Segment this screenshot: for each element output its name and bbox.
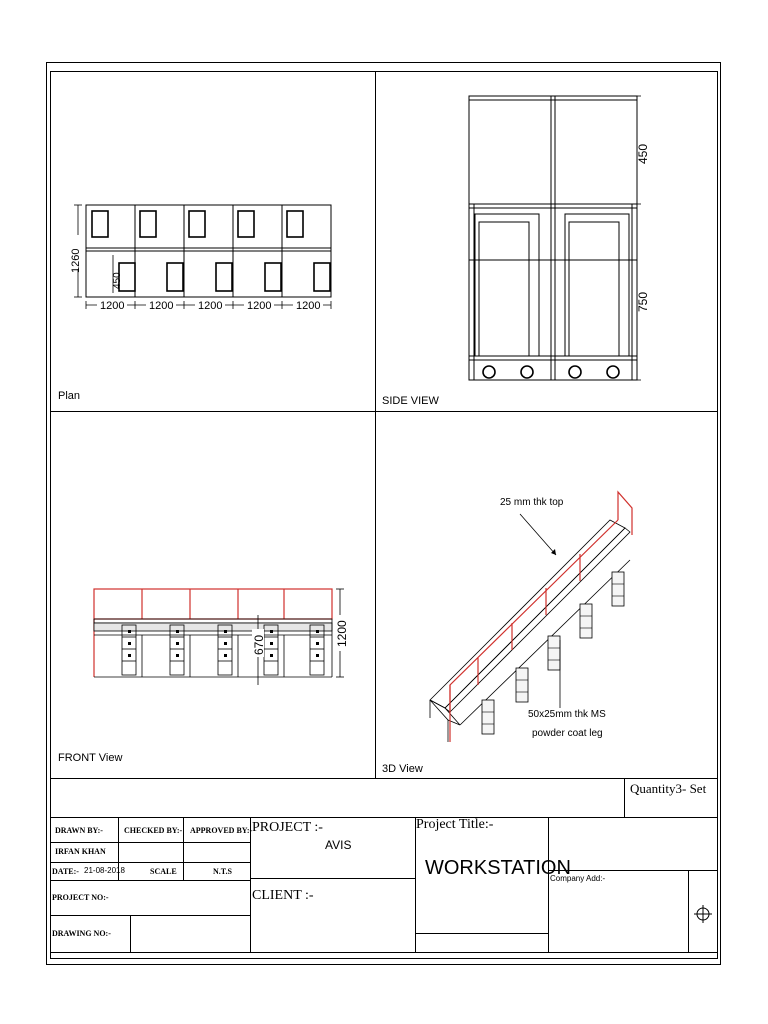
date-value: 21-08-2018 xyxy=(84,866,125,875)
plan-view-label: Plan xyxy=(58,390,81,402)
side-view-drawing xyxy=(455,90,665,390)
plan-dim-height: 1260 xyxy=(70,248,82,273)
checked-by-label: CHECKED BY:- xyxy=(124,826,183,835)
tb-line xyxy=(250,817,251,952)
front-view-drawing xyxy=(90,585,360,690)
client-label: CLIENT :- xyxy=(252,888,314,903)
company-add-label: Company Add:- xyxy=(550,874,606,883)
front-dim-pedestal: 670 xyxy=(252,634,266,655)
iso-note-top: 25 mm thk top xyxy=(500,497,564,508)
front-dim-height: 1200 xyxy=(335,620,349,647)
iso-view-label: 3D View xyxy=(382,763,423,775)
project-title-value: WORKSTATION xyxy=(425,857,571,879)
drawn-by-label: DRAWN BY:- xyxy=(55,826,103,835)
tb-line xyxy=(50,842,250,843)
project-value: AVIS xyxy=(325,838,352,852)
tb-line xyxy=(50,862,250,863)
project-no-label: PROJECT NO:- xyxy=(52,893,109,902)
side-dim-desk: 750 xyxy=(636,291,650,312)
tb-line xyxy=(50,880,250,881)
tb-line xyxy=(548,870,718,871)
iso-note-leg-1: 50x25mm thk MS xyxy=(528,709,606,720)
tb-line xyxy=(548,817,549,952)
tb-line xyxy=(50,915,250,916)
grid-horizontal-divider-2 xyxy=(50,778,718,779)
tb-line xyxy=(250,878,415,879)
plan-dim-width-1: 1200 xyxy=(100,300,125,312)
project-title-label: Project Title:- xyxy=(416,817,494,832)
side-dim-screen: 450 xyxy=(636,143,650,164)
tb-line xyxy=(130,915,131,952)
date-label: DATE:- xyxy=(52,867,79,876)
tb-line xyxy=(50,952,718,953)
front-view-label: FRONT View xyxy=(58,752,123,764)
plan-dim-pedestal: 450 xyxy=(112,272,123,289)
plan-dim-width-5: 1200 xyxy=(296,300,321,312)
projection-symbol-icon xyxy=(692,903,714,925)
tb-line xyxy=(688,870,689,952)
scale-label: SCALE xyxy=(150,867,177,876)
grid-vertical-divider xyxy=(375,71,376,778)
plan-dim-width-3: 1200 xyxy=(198,300,223,312)
project-label: PROJECT :- xyxy=(252,820,323,835)
iso-note-leg-2: powder coat leg xyxy=(532,728,603,739)
quantity-cell-left xyxy=(624,778,625,817)
drawn-by-value: IRFAN KHAN xyxy=(55,847,106,856)
iso-view-drawing xyxy=(420,480,640,765)
tb-line xyxy=(415,933,548,934)
tb-line xyxy=(183,817,184,880)
plan-dim-width-4: 1200 xyxy=(247,300,272,312)
grid-horizontal-divider-1 xyxy=(50,411,718,412)
plan-view-drawing xyxy=(60,195,360,325)
scale-value: N.T.S xyxy=(213,867,232,876)
drawing-no-label: DRAWING NO:- xyxy=(52,929,111,938)
approved-by-label: APPROVED BY:- xyxy=(190,826,253,835)
side-view-label: SIDE VIEW xyxy=(382,395,439,407)
tb-line xyxy=(415,817,416,952)
quantity-row-bottom xyxy=(50,817,718,818)
quantity-text: Quantity3- Set xyxy=(630,781,707,796)
plan-dim-width-2: 1200 xyxy=(149,300,174,312)
